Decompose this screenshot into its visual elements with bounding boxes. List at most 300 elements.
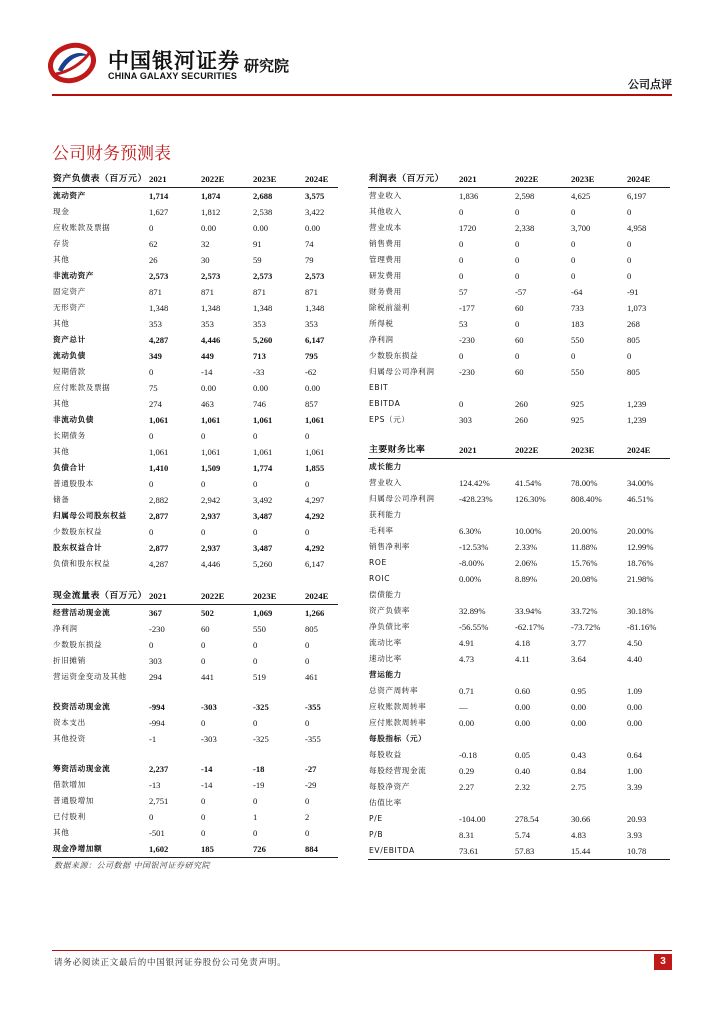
value-cell: 0 [305,479,310,489]
row-label: 普通股增加 [53,796,94,805]
spacer-cell [200,747,252,761]
value-cell [458,459,514,476]
table-row [368,268,670,284]
value-cell: 3,575 [305,191,325,201]
table-row [52,188,338,205]
value-cell: 0.84 [571,766,587,776]
row-label: 估值比率 [369,798,402,807]
value-cell: -14 [201,764,213,774]
income-statement-table [368,171,670,860]
table-row [368,747,670,763]
value-cell: 0 [201,718,206,728]
row-label: P/E [369,814,383,823]
row-label: EBIT [369,383,389,392]
header-year-cell: 2023E [570,171,626,188]
value-cell: 0 [515,319,520,329]
row-label: EPS（元） [369,415,410,424]
value-cell: 183 [571,319,584,329]
spacer-cell [458,428,514,442]
value-cell: 5,260 [253,559,273,569]
row-label: 流动资产 [53,191,86,200]
value-cell: 805 [627,367,640,377]
value-cell: 59 [253,255,262,265]
value-cell: 3.64 [571,654,587,664]
value-cell: 20.00% [571,526,598,536]
value-cell: 1,509 [201,463,221,473]
table-row [52,236,338,252]
value-cell: 8.89% [515,574,538,584]
value-cell: 57 [459,287,468,297]
value-cell: -18 [253,764,265,774]
value-cell: 20.93 [627,814,647,824]
row-label: EBITDA [369,399,401,408]
value-cell: -355 [305,734,321,744]
value-cell: 0.43 [571,750,587,760]
value-cell: 550 [571,367,584,377]
value-cell: 73.61 [458,843,514,860]
value-cell: 3,487 [253,511,273,521]
header-year-cell: 2022E [200,171,252,188]
value-cell: 2,937 [201,543,221,553]
value-cell: 0 [305,640,310,650]
value-cell: 0 [149,431,154,441]
value-cell: 4,292 [305,511,325,521]
table-row [368,316,670,332]
header-year-cell: 2022E [514,171,570,188]
table-row [52,699,338,715]
table-row [368,220,670,236]
value-cell: -19 [253,780,265,790]
value-cell: 30.18% [627,606,654,616]
row-label: 非流动资产 [53,271,94,280]
header-year-cell: 2024E [304,171,338,188]
table-row [52,268,338,284]
value-cell: 3.93 [627,830,643,840]
value-cell: 0 [571,351,576,361]
value-cell: 91 [253,239,262,249]
value-cell: 746 [253,399,266,409]
value-cell: 260 [515,415,528,425]
value-cell: 11.88% [571,542,598,552]
value-cell: 0 [627,207,632,217]
value-cell: 367 [149,608,162,618]
value-cell: 0 [627,351,632,361]
value-cell: 53 [459,319,468,329]
value-cell: 60 [515,335,524,345]
value-cell: 3,422 [305,207,325,217]
value-cell: 0 [459,207,464,217]
table-row [368,811,670,827]
row-label: 资产负债率 [369,606,410,615]
document-type: 公司点评 [628,78,672,91]
row-label: ROIC [369,574,391,583]
table-row [368,667,670,683]
value-cell: 1,410 [149,463,169,473]
value-cell: 2,882 [149,495,169,505]
row-label: 营业收入 [369,478,402,487]
spacer-cell [148,685,200,699]
value-cell: 5.74 [515,830,531,840]
value-cell: -428.23% [459,494,493,504]
table-row [368,619,670,635]
value-cell: 26 [149,255,158,265]
value-cell: 1,348 [149,303,169,313]
row-label: 净利润 [369,335,394,344]
table-row [368,731,670,747]
value-cell: 18.76% [627,558,654,568]
value-cell: 0.00 [253,223,269,233]
row-label: 存货 [53,239,70,248]
row-label: 折旧摊销 [53,656,86,665]
value-cell: 2.33% [515,542,538,552]
table-row [368,188,670,205]
row-label: 应收账款及票据 [53,223,111,232]
value-cell: 33.94% [515,606,542,616]
value-cell: 0 [253,479,258,489]
value-cell: 6,147 [305,559,325,569]
value-cell: 0 [149,812,154,822]
row-label: 非流动负债 [53,415,94,424]
value-cell: 12.99% [627,542,654,552]
row-label: 归属母公司股东权益 [53,511,127,520]
value-cell: 15.44 [570,843,626,860]
spacer-cell [304,685,338,699]
value-cell: 2,573 [305,271,325,281]
value-cell [514,795,570,811]
value-cell: 0 [253,718,258,728]
value-cell: 871 [201,287,214,297]
table-row [368,236,670,252]
table-row [52,444,338,460]
value-cell: -62 [305,367,317,377]
value-cell: -62.17% [515,622,545,632]
galaxy-logo-icon [48,42,96,84]
value-cell: 0 [201,640,206,650]
value-cell: 10.00% [515,526,542,536]
value-cell: 33.72% [571,606,598,616]
table-row [368,539,670,555]
value-cell: 21.98% [627,574,654,584]
value-cell: 8.31 [459,830,475,840]
row-label: 成长能力 [369,462,402,471]
row-label: 每股指标（元） [369,734,427,743]
table-row [368,412,670,428]
value-cell: -29 [305,780,317,790]
value-cell: -230 [459,335,475,345]
value-cell: 20.00% [627,526,654,536]
value-cell [626,459,670,476]
value-cell [626,507,670,523]
row-label: 筹资活动现金流 [53,764,111,773]
value-cell: -8.00% [459,558,485,568]
value-cell: 30 [201,255,210,265]
row-label: 营运资金变动及其他 [53,672,127,681]
row-label: 每股经营现金流 [369,766,427,775]
value-cell: -33 [253,367,265,377]
value-cell: -230 [459,367,475,377]
value-cell: -104.00 [459,814,486,824]
table-row [52,492,338,508]
table-row [52,653,338,669]
row-label: 经营活动现金流 [53,608,111,617]
value-cell: 519 [253,672,266,682]
value-cell: 1.09 [627,686,643,696]
value-cell: 871 [149,287,162,297]
value-cell: 4.11 [515,654,530,664]
spacer-cell [52,685,148,699]
row-label: 应收账款周转率 [369,702,427,711]
spacer-row [52,747,338,761]
value-cell: 0.29 [459,766,475,776]
value-cell: -501 [149,828,165,838]
value-cell: 0 [201,812,206,822]
value-cell: 1,627 [149,207,169,217]
value-cell: 0 [201,431,206,441]
value-cell: 0.00 [571,718,587,728]
value-cell: 124.42% [459,478,490,488]
table-row [52,204,338,220]
table-row [368,332,670,348]
value-cell: 2,573 [253,271,273,281]
value-cell: -27 [305,764,317,774]
value-cell: 4,292 [305,543,325,553]
row-label: 无形资产 [53,303,86,312]
header-label-cell: 利润表（百万元） [368,171,458,188]
row-label: 销售费用 [369,239,402,248]
value-cell: 1,714 [149,191,169,201]
value-cell: 1,061 [305,447,325,457]
value-cell: 0 [305,828,310,838]
value-cell: 449 [201,351,214,361]
table-row [368,300,670,316]
table-row [368,380,670,396]
value-cell [514,459,570,476]
table-row [368,475,670,491]
value-cell: 0.00 [253,383,269,393]
value-cell: 4.50 [627,638,643,648]
value-cell: 0 [305,718,310,728]
value-cell: 2,598 [515,191,535,201]
value-cell [626,587,670,603]
value-cell: 78.00% [571,478,598,488]
value-cell: 805 [305,624,318,634]
value-cell: 353 [149,319,162,329]
row-label: 偿债能力 [369,590,402,599]
value-cell: 0.00% [459,574,482,584]
row-label: 获利能力 [369,510,402,519]
table-header-row [52,588,338,605]
value-cell: 726 [252,841,304,858]
table-row [368,396,670,412]
value-cell: 0.05 [515,750,531,760]
value-cell: 0 [459,399,464,409]
row-label: 投资活动现金流 [53,702,111,711]
table-row [368,827,670,843]
value-cell: 294 [149,672,162,682]
section-title: 公司财务预测表 [52,144,171,164]
value-cell: 4.73 [459,654,475,664]
value-cell: 0.71 [459,686,475,696]
value-cell: 795 [305,351,318,361]
value-cell: 10.78 [626,843,670,860]
value-cell: 808.40% [571,494,602,504]
value-cell: -14 [201,367,213,377]
header-year-cell: 2021 [458,442,514,459]
row-label: 长期债务 [53,431,86,440]
spacer-cell [514,428,570,442]
value-cell [570,507,626,523]
value-cell: 303 [149,656,162,666]
value-cell: 0.60 [515,686,531,696]
value-cell: 0 [571,255,576,265]
header-label-cell: 资产负债表（百万元） [52,171,148,188]
value-cell: -91 [627,287,639,297]
value-cell: 2,942 [201,495,221,505]
row-label: 已付股利 [53,812,86,821]
value-cell: 3,492 [253,495,273,505]
table-row [52,428,338,444]
header-year-cell: 2021 [148,588,200,605]
value-cell: 1 [253,812,258,822]
spacer-cell [200,685,252,699]
value-cell: 4,297 [305,495,325,505]
value-cell: 3,487 [253,543,273,553]
row-label: 普通股股本 [53,479,94,488]
row-label: 应付账款周转率 [369,718,427,727]
table-row [368,555,670,571]
row-label: 净利润 [53,624,78,633]
spacer-cell [148,747,200,761]
value-cell: 1,061 [253,447,273,457]
header-year-cell: 2023E [252,171,304,188]
spacer-cell [626,428,670,442]
table-row [368,348,670,364]
table-row [368,523,670,539]
table-row [368,284,670,300]
value-cell: 1,073 [627,303,647,313]
disclaimer-text: 请务必阅读正文最后的中国银河证券股份公司免责声明。 [54,958,287,968]
value-cell: 1,348 [305,303,325,313]
footer-divider [52,950,672,951]
table-row [52,252,338,268]
value-cell: 2.06% [515,558,538,568]
table-row [368,459,670,476]
value-cell: 0 [459,239,464,249]
section-gap-row [368,428,670,442]
table-row [52,460,338,476]
value-cell: 0 [571,239,576,249]
value-cell: 550 [571,335,584,345]
value-cell: -0.18 [459,750,477,760]
value-cell: -325 [253,702,269,712]
value-cell: 32 [201,239,210,249]
value-cell: 15.76% [571,558,598,568]
value-cell: 871 [305,287,318,297]
value-cell: 353 [201,319,214,329]
row-label: 应付账款及票据 [53,383,111,392]
row-label: 少数股东权益 [53,527,103,536]
table-row [52,793,338,809]
value-cell [458,507,514,523]
value-cell: 0.00 [305,223,321,233]
table-row [368,651,670,667]
value-cell: 0 [459,351,464,361]
value-cell: 185 [200,841,252,858]
institute-name: 研究院 [244,57,290,75]
value-cell: 1,348 [253,303,273,313]
value-cell [570,667,626,683]
table-row [52,841,338,858]
value-cell: 884 [304,841,338,858]
row-label: 少数股东损益 [369,351,419,360]
value-cell: 0.00 [627,702,643,712]
spacer-cell [52,747,148,761]
row-label: 财务费用 [369,287,402,296]
value-cell: 1720 [459,223,477,233]
logo-chinese-name: 中国银河证券 [108,49,240,73]
value-cell [570,587,626,603]
header-year-cell: 2024E [626,442,670,459]
value-cell: 0 [149,527,154,537]
value-cell: 0 [515,351,520,361]
value-cell: 2,237 [149,764,169,774]
value-cell: 2,573 [149,271,169,281]
row-label: 每股净资产 [369,782,410,791]
value-cell: 126.30% [515,494,546,504]
table-row [52,284,338,300]
table-row [52,825,338,841]
value-cell: 461 [305,672,318,682]
row-label: 其他 [53,828,70,837]
row-label: EV/EBITDA [368,843,458,860]
table-row [368,364,670,380]
spacer-cell [368,428,458,442]
value-cell: 0 [571,271,576,281]
row-label: 营业成本 [369,223,402,232]
value-cell: -303 [201,702,217,712]
table-row [52,396,338,412]
value-cell: 4,287 [149,559,169,569]
value-cell: 0.64 [627,750,643,760]
logo-english-name: CHINA GALAXY SECURITIES [108,71,238,81]
value-cell: 1,812 [201,207,221,217]
value-cell: 4,958 [627,223,647,233]
table-row [52,556,338,572]
spacer-row [52,685,338,699]
value-cell: 32.89% [459,606,486,616]
value-cell: 857 [305,399,318,409]
value-cell: 268 [627,319,640,329]
value-cell: 20.08% [571,574,598,584]
value-cell: 0 [305,656,310,666]
header-year-cell: 2023E [252,588,304,605]
table-row [368,571,670,587]
value-cell: 0 [253,640,258,650]
value-cell: 74 [305,239,314,249]
table-row [368,699,670,715]
cash-flow-table [52,588,338,858]
value-cell: 57.83 [514,843,570,860]
table-row [52,364,338,380]
value-cell: 0 [201,828,206,838]
row-label: 研发费用 [369,271,402,280]
value-cell: 0 [149,367,154,377]
value-cell: 4.18 [515,638,531,648]
value-cell: 60 [201,624,210,634]
value-cell: 0.40 [515,766,531,776]
value-cell: 0.00 [571,702,587,712]
header-year-cell: 2022E [200,588,252,605]
